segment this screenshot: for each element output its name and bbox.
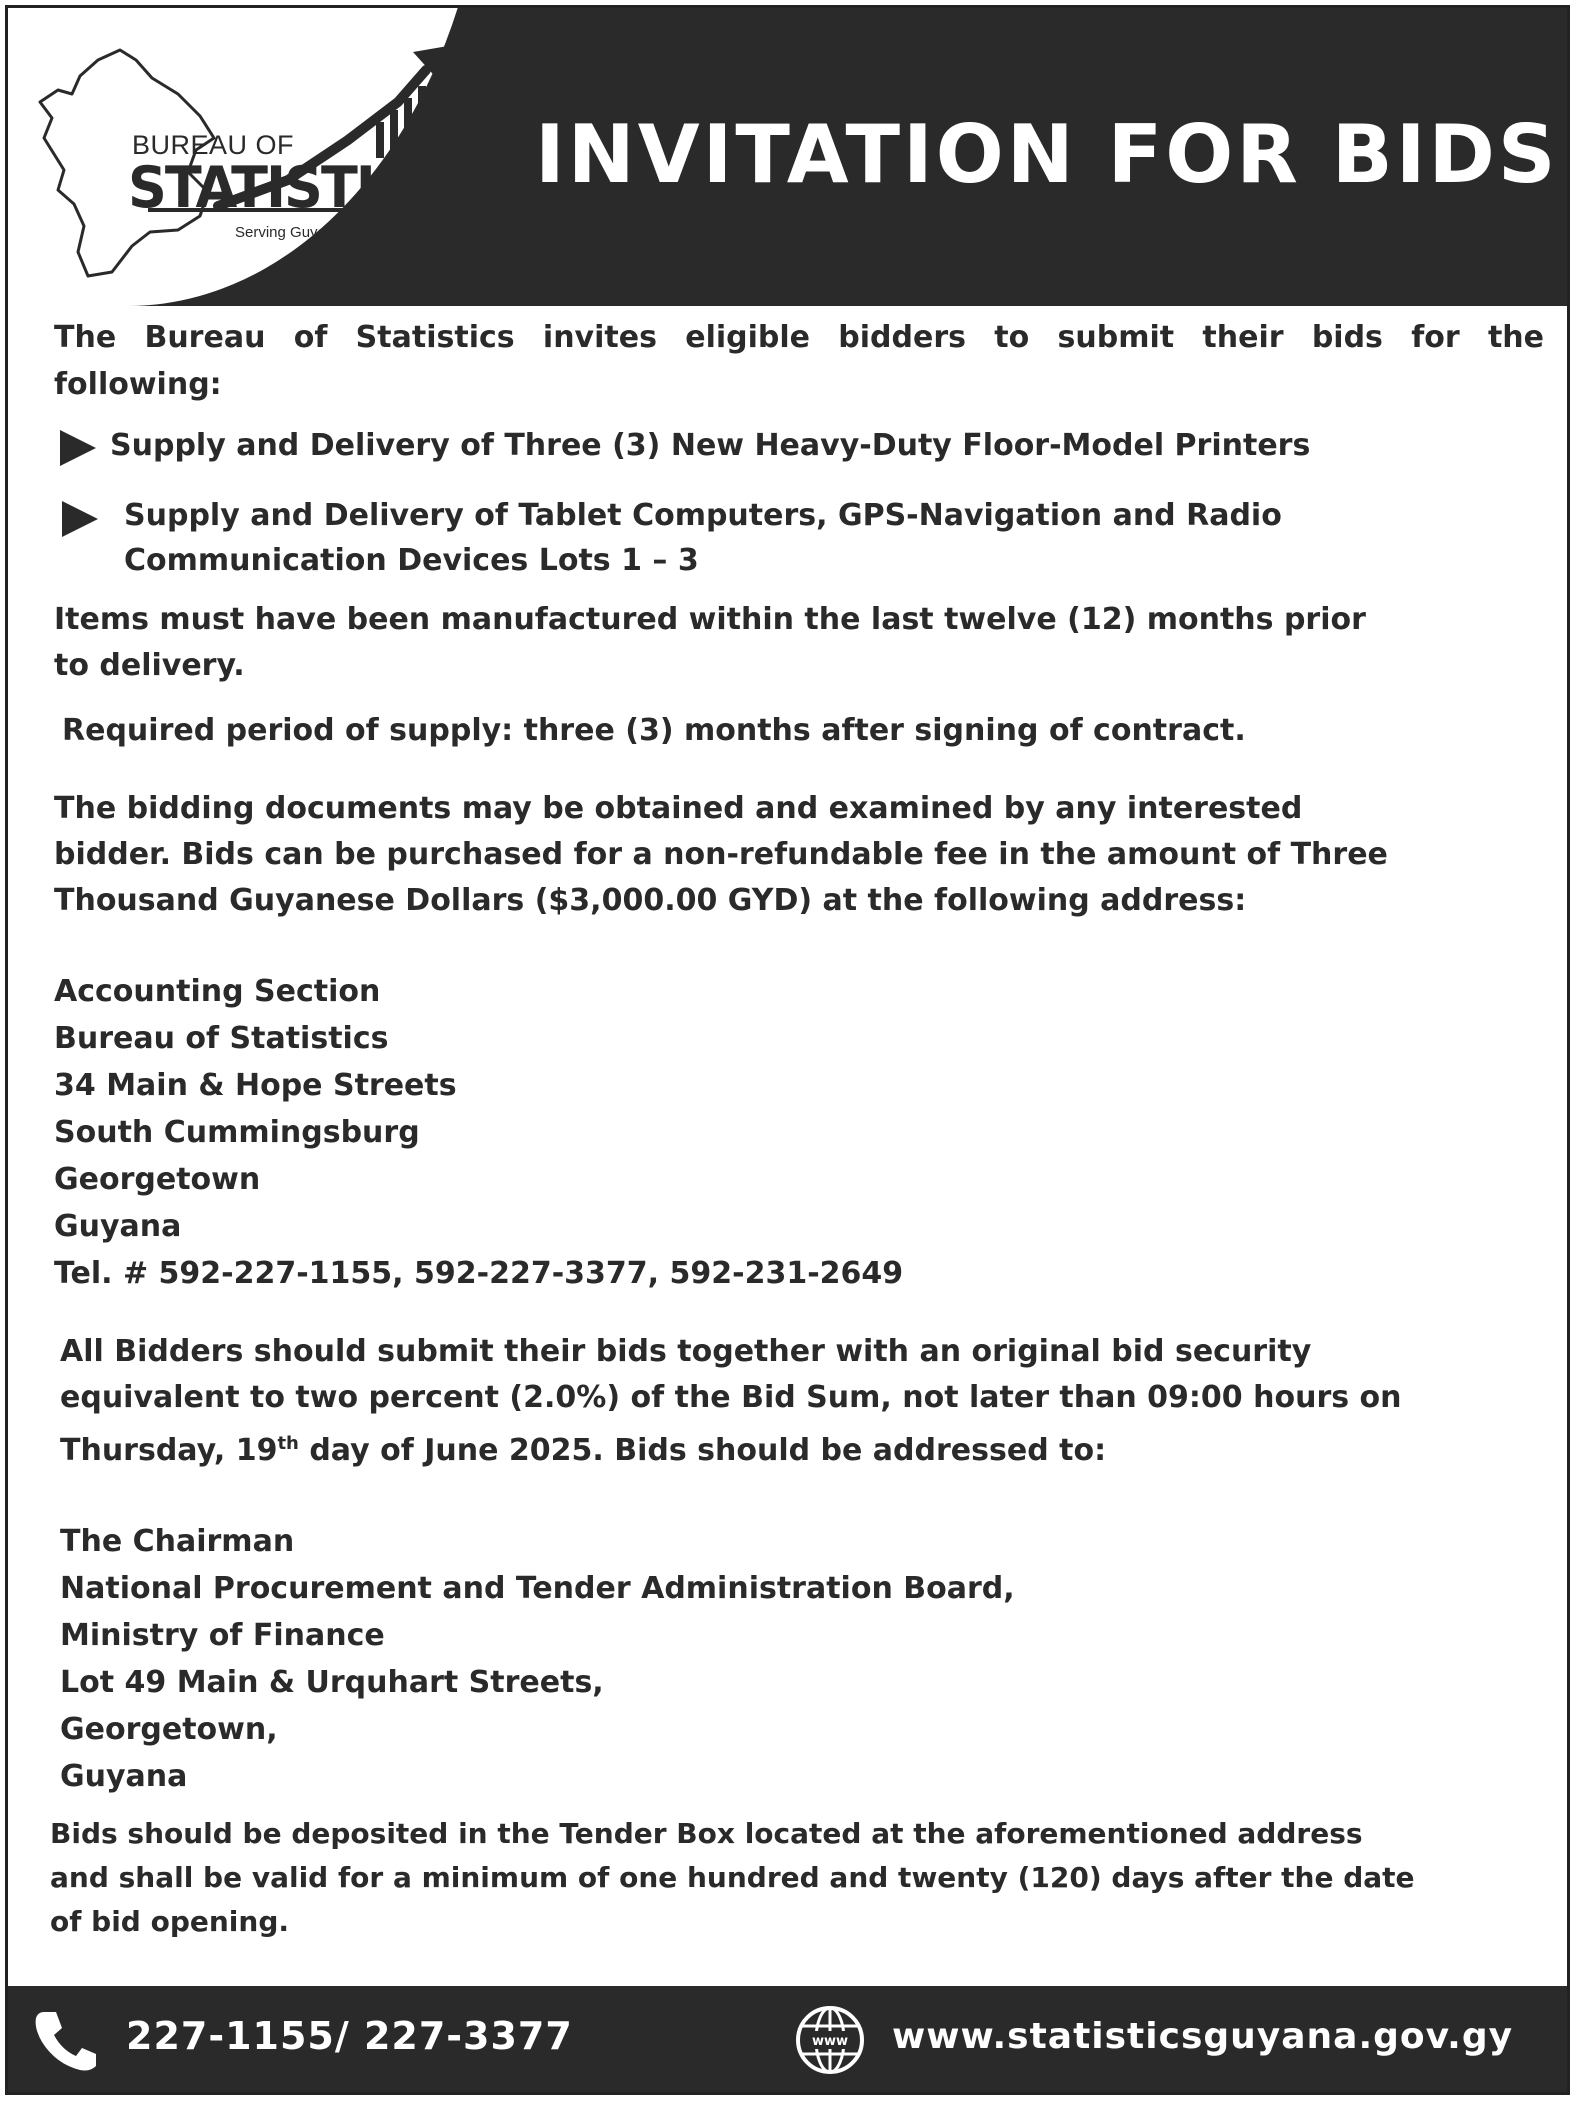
submission-line: [60, 1421, 1554, 1474]
footer-phone: 227-1155/ 227-3377: [126, 2014, 573, 2058]
address-line: Guyana: [54, 1209, 182, 1244]
address-line: 34 Main & Hope Streets: [54, 1068, 457, 1103]
globe-label: www: [811, 2034, 849, 2049]
address-line: Georgetown: [54, 1162, 261, 1197]
documents-line: Thousand Guyanese Dollars ($3,000.00 GYD) at the following address:: [54, 883, 1247, 918]
address-line: South Cummingsburg: [54, 1115, 420, 1150]
globe-www-icon: [794, 2004, 866, 2076]
advertisement-page: [5, 5, 1570, 2095]
intro-paragraph: [54, 314, 1554, 408]
address-line: Bureau of Statistics: [54, 1021, 389, 1056]
logo-line2: STATISTICS: [128, 154, 450, 221]
contact-phone-numbers: Tel. # 592-227-1155, 592-227-3377, 592-231-2649: [54, 1256, 904, 1291]
phone-icon: [30, 2008, 100, 2074]
triangle-bullet-icon: [62, 501, 98, 537]
intro-line: The Bureau of Statistics invites eligible bidders to submit their bids for the: [54, 320, 1544, 355]
bid-item-line: Supply and Delivery of Three (3) New Heavy-Duty Floor-Model Printers: [110, 428, 1311, 463]
purchase-address: [54, 968, 1554, 1297]
bid-item: [54, 493, 1554, 583]
deposit-line: Bids should be deposited in the Tender Box located at the aforementioned address: [50, 1817, 1363, 1850]
manufacture-line: Items must have been manufactured within the last twelve (12) months prior: [54, 602, 1366, 637]
address-line: Ministry of Finance: [60, 1618, 385, 1653]
page-title: INVITATION FOR BIDS: [535, 108, 1559, 201]
bid-item-line: Supply and Delivery of Tablet Computers, GPS-Navigation and Radio: [124, 498, 1282, 533]
manufacture-paragraph: [54, 597, 1554, 689]
triangle-bullet-icon: [60, 430, 96, 466]
submission-line: All Bidders should submit their bids together with an original bid security: [60, 1334, 1312, 1369]
bid-items-list: [54, 422, 1554, 583]
date-ordinal-suffix: th: [277, 1433, 299, 1454]
header-banner: [8, 8, 1567, 306]
submission-paragraph: [54, 1329, 1554, 1474]
contact-footer: [8, 1986, 1567, 2092]
supply-period: Required period of supply: three (3) months after signing of contract.: [62, 713, 1246, 748]
deposit-line: and shall be valid for a minimum of one hundred and twenty (120) days after the date: [50, 1861, 1415, 1894]
bureau-logo: [28, 20, 488, 300]
address-line: The Chairman: [60, 1524, 295, 1559]
logo-line1: BUREAU OF: [132, 130, 295, 160]
deposit-line: of bid opening.: [50, 1905, 290, 1938]
documents-paragraph: [54, 786, 1554, 924]
address-line: Accounting Section: [54, 974, 381, 1009]
address-line: Lot 49 Main & Urquhart Streets,: [60, 1665, 604, 1700]
documents-line: The bidding documents may be obtained and examined by any interested: [54, 791, 1303, 826]
address-line: Georgetown,: [60, 1712, 278, 1747]
bid-item-line: Communication Devices Lots 1 – 3: [124, 543, 699, 578]
deadline-date: Thursday, 19: [60, 1433, 278, 1468]
address-line: National Procurement and Tender Administration Board,: [60, 1571, 1015, 1606]
documents-line: bidder. Bids can be purchased for a non-refundable fee in the amount of Three: [54, 837, 1388, 872]
bid-item: [54, 422, 1554, 469]
logo-tagline: Serving Guyana's Data Needs: [235, 224, 437, 241]
notice-body: [50, 308, 1554, 1944]
deposit-paragraph: [50, 1812, 1554, 1944]
submission-line: equivalent to two percent (2.0%) of the Bid Sum, not later than 09:00 hours on: [60, 1380, 1402, 1415]
submission-line-end: day of June 2025. Bids should be addressed to:: [298, 1433, 1107, 1468]
addressee-address: [54, 1518, 1554, 1800]
address-line: Guyana: [60, 1759, 188, 1794]
manufacture-line: to delivery.: [54, 648, 245, 683]
footer-website-link[interactable]: www.statisticsguyana.gov.gy: [892, 2016, 1514, 2057]
intro-line: following:: [54, 367, 222, 402]
